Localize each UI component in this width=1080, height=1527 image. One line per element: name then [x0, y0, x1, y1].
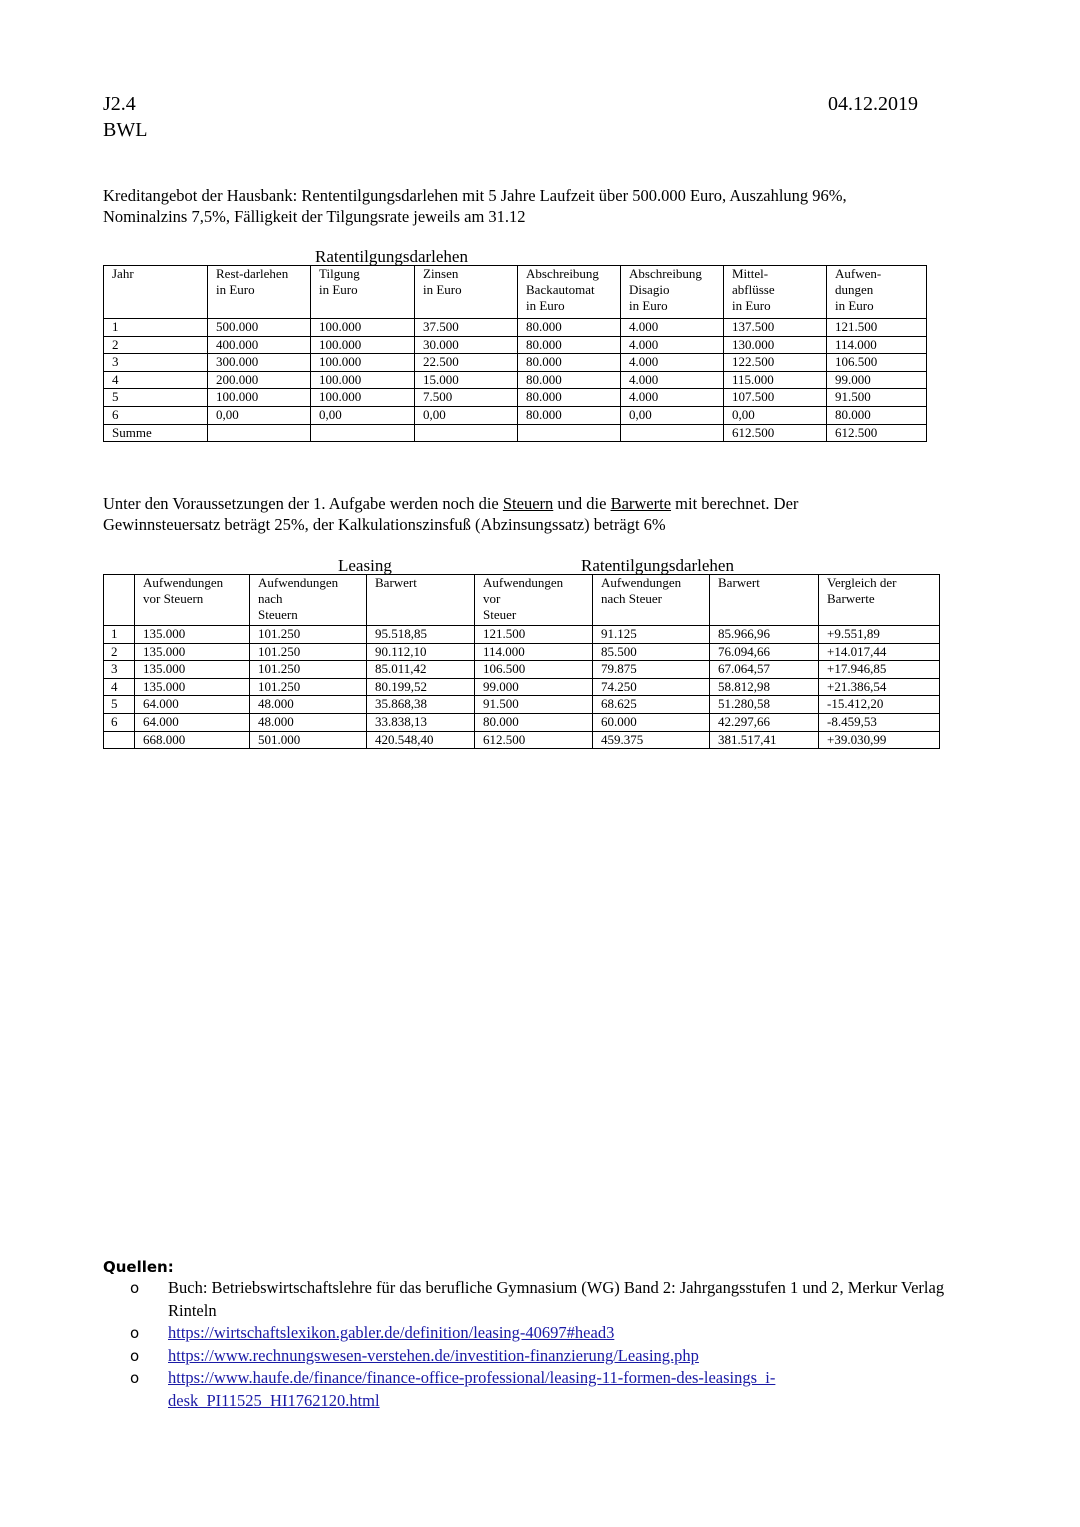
table1-cell: 5	[104, 389, 208, 407]
table2-cell: 35.868,38	[367, 696, 475, 714]
table1-cell: 80.000	[518, 371, 621, 389]
table1-cell: 500.000	[208, 319, 311, 337]
table1-cell: 612.500	[724, 424, 827, 442]
table2-header-line: nach Steuer	[601, 591, 663, 606]
table1-cell: 22.500	[415, 354, 518, 372]
table1-cell: Summe	[104, 424, 208, 442]
table1-header-row	[104, 266, 927, 319]
table1-caption: Ratentilgungsdarlehen	[315, 247, 468, 266]
table1-header-line: dungen	[835, 282, 874, 297]
table1-cell	[208, 424, 311, 442]
table1-header-line: in Euro	[216, 282, 255, 297]
table1-cell: 122.500	[724, 354, 827, 372]
table2-cell: +17.946,85	[819, 661, 940, 679]
table2-cell: 58.812,98	[710, 678, 819, 696]
table1-cell: 2	[104, 336, 208, 354]
table2-cell: 85.011,42	[367, 661, 475, 679]
table2-header-cell	[475, 575, 593, 626]
table2-cell: 5	[104, 696, 135, 714]
table1-header-line: Disagio	[629, 282, 670, 297]
table1-cell: 80.000	[518, 354, 621, 372]
source-link-haufe[interactable]	[168, 1368, 775, 1410]
table1-cell	[311, 424, 415, 442]
table1-header-line: Abschreibung	[526, 266, 599, 281]
table2-cell: 42.297,66	[710, 713, 819, 731]
table1-header-line: Rest-darlehen	[216, 266, 289, 281]
table1-cell: 4	[104, 371, 208, 389]
table2-cell: +14.017,44	[819, 643, 940, 661]
table1-cell: 15.000	[415, 371, 518, 389]
table2-cell: 612.500	[475, 731, 593, 749]
table2-caption-leasing: Leasing	[338, 556, 392, 575]
table2-row	[104, 678, 940, 696]
table1-cell: 91.500	[827, 389, 927, 407]
table2-cell: 51.280,58	[710, 696, 819, 714]
table2-header-line: Aufwendungen	[258, 575, 339, 590]
table1-cell: 80.000	[518, 389, 621, 407]
table2-cell: 101.250	[250, 661, 367, 679]
table1-header-cell	[724, 266, 827, 319]
table2-cell: 135.000	[135, 661, 250, 679]
table1-row	[104, 406, 927, 424]
table2-header-cell	[104, 575, 135, 626]
table1-cell: 200.000	[208, 371, 311, 389]
tax-paragraph	[103, 493, 1003, 535]
table1-header-cell	[311, 266, 415, 319]
intro-line-1: Kreditangebot der Hausbank: Rententilgungsdarlehen mit 5 Jahre Laufzeit über 500.000 Euro, Auszahlung 96%,	[103, 186, 847, 205]
table1-cell: 115.000	[724, 371, 827, 389]
table1-cell: 37.500	[415, 319, 518, 337]
table2-cell: -8.459,53	[819, 713, 940, 731]
tax-line-2: Gewinnsteuersatz beträgt 25%, der Kalkulationszinsfuß (Abzinsungssatz) beträgt 6%	[103, 515, 666, 534]
table1-header-line: in Euro	[423, 282, 462, 297]
table2-cell: 101.250	[250, 678, 367, 696]
bullet-icon: o	[130, 1279, 140, 1297]
intro-paragraph	[103, 185, 1003, 227]
table2-header-line: Barwert	[718, 575, 760, 590]
table1-cell: 114.000	[827, 336, 927, 354]
sources-list	[103, 1277, 983, 1412]
table2-header-line: nach	[258, 591, 283, 606]
table2-header-line: Aufwendungen	[601, 575, 682, 590]
table1-cell	[621, 424, 724, 442]
table2-header-line: Barwerte	[827, 591, 875, 606]
table2-caption-darlehen: Ratentilgungsdarlehen	[581, 556, 734, 575]
table1-cell: 0,00	[415, 406, 518, 424]
source-link-haufe-part-1[interactable]: https://www.haufe.de/finance/finance-office-professional/leasing-11-formen-des-leasings_i-	[168, 1368, 776, 1387]
table1-header-line: Tilgung	[319, 266, 360, 281]
table2-cell: 33.838,13	[367, 713, 475, 731]
table1-cell: 80.000	[518, 319, 621, 337]
table2-header-cell	[367, 575, 475, 626]
table2-cell: 668.000	[135, 731, 250, 749]
table1-cell: 100.000	[311, 354, 415, 372]
table2-header-line: Vergleich der	[827, 575, 897, 590]
table1-cell: 4.000	[621, 336, 724, 354]
table2-cell: 74.250	[593, 678, 710, 696]
table2-cell: 76.094,66	[710, 643, 819, 661]
table2-cell	[104, 731, 135, 749]
table1-cell	[415, 424, 518, 442]
source-item-haufe[interactable]	[103, 1367, 983, 1412]
table2-cell: 48.000	[250, 713, 367, 731]
table2-cell: 101.250	[250, 643, 367, 661]
table2-header-cell	[710, 575, 819, 626]
table2-row	[104, 661, 940, 679]
table1-row	[104, 354, 927, 372]
table1-cell: 400.000	[208, 336, 311, 354]
table2-cell: 2	[104, 643, 135, 661]
source-link-haufe-part-2[interactable]: desk_PI11525_HI1762120.html	[168, 1390, 380, 1410]
table2-header-cell	[819, 575, 940, 626]
table2-cell: 3	[104, 661, 135, 679]
table1-header-cell	[415, 266, 518, 319]
table2-cell: -15.412,20	[819, 696, 940, 714]
tax-line-1	[103, 493, 1003, 514]
table2-cell: 60.000	[593, 713, 710, 731]
table1-cell: 4.000	[621, 354, 724, 372]
table2-cell: 121.500	[475, 626, 593, 644]
table1-header-line: Abschreibung	[629, 266, 702, 281]
table1-cell: 107.500	[724, 389, 827, 407]
table2-cell: 90.112,10	[367, 643, 475, 661]
table1-cell: 4.000	[621, 389, 724, 407]
ratentilgung-table	[103, 265, 927, 442]
steuern-underlined: Steuern	[502, 494, 554, 513]
table1-cell: 137.500	[724, 319, 827, 337]
table1-cell: 4.000	[621, 371, 724, 389]
table1-cell: 300.000	[208, 354, 311, 372]
table1-cell: 30.000	[415, 336, 518, 354]
table1-header-line: Jahr	[112, 266, 134, 281]
table2-cell: 91.500	[475, 696, 593, 714]
table2-cell: 64.000	[135, 696, 250, 714]
sources-title: Quellen:	[103, 1258, 174, 1276]
table1-cell: 100.000	[311, 371, 415, 389]
table2-cell: 135.000	[135, 626, 250, 644]
source-item-gabler[interactable]	[103, 1322, 983, 1345]
table2-cell: 80.199,52	[367, 678, 475, 696]
table1-cell: 1	[104, 319, 208, 337]
leasing-comparison-table	[103, 574, 940, 749]
table1-cell: 106.500	[827, 354, 927, 372]
table2-cell: +21.386,54	[819, 678, 940, 696]
table1-cell: 0,00	[311, 406, 415, 424]
table2-header-line: vor Steuern	[143, 591, 204, 606]
table1-row	[104, 336, 927, 354]
table2-cell: 114.000	[475, 643, 593, 661]
table1-header-cell	[104, 266, 208, 319]
table2-cell: 106.500	[475, 661, 593, 679]
bullet-icon: o	[130, 1369, 140, 1387]
tax-line-1-text-a: Unter den Voraussetzungen der 1. Aufgabe werden noch die	[103, 494, 503, 513]
table1-cell: 100.000	[311, 336, 415, 354]
table1-cell: 6	[104, 406, 208, 424]
table1-cell: 0,00	[208, 406, 311, 424]
table1-cell: 99.000	[827, 371, 927, 389]
table1-header-cell	[518, 266, 621, 319]
table2-cell: 91.125	[593, 626, 710, 644]
table1-cell: 100.000	[311, 389, 415, 407]
tax-line-1-text-c: mit berechnet. Der	[671, 494, 799, 513]
barwerte-underlined: Barwerte	[610, 494, 672, 513]
table1-header-cell	[621, 266, 724, 319]
table1-row	[104, 319, 927, 337]
table2-cell: 85.500	[593, 643, 710, 661]
table2-cell: 95.518,85	[367, 626, 475, 644]
table2-header-cell	[250, 575, 367, 626]
table1-cell: 100.000	[208, 389, 311, 407]
table2-header-row	[104, 575, 940, 626]
table1-cell: 612.500	[827, 424, 927, 442]
table2-row	[104, 713, 940, 731]
table1-header-line: Mittel-	[732, 266, 769, 281]
table1-cell: 4.000	[621, 319, 724, 337]
table2-cell: 79.875	[593, 661, 710, 679]
table2-cell: +9.551,89	[819, 626, 940, 644]
source-link-rechnungswesen[interactable]: https://www.rechnungswesen-verstehen.de/investition-finanzierung/Leasing.php	[168, 1345, 699, 1365]
source-item-book	[103, 1277, 983, 1322]
source-book-text: Buch: Betriebswirtschaftslehre für das berufliche Gymnasium (WG) Band 2: Jahrgangsstufen 1 und 2, Merkur Verlag Rinteln	[168, 1278, 945, 1320]
table1-cell: 80.000	[827, 406, 927, 424]
table1-header-cell	[827, 266, 927, 319]
table1-cell: 0,00	[621, 406, 724, 424]
table1-row	[104, 389, 927, 407]
table2-cell: 101.250	[250, 626, 367, 644]
table2-header-line: Steuer	[483, 607, 517, 622]
table2-cell: 64.000	[135, 713, 250, 731]
table1-row	[104, 371, 927, 389]
table2-cell: 501.000	[250, 731, 367, 749]
table2-header-line: Steuern	[258, 607, 298, 622]
table1-cell: 7.500	[415, 389, 518, 407]
subject-label: BWL	[103, 119, 148, 141]
table1-cell: 3	[104, 354, 208, 372]
table2-row	[104, 643, 940, 661]
document-date: 04.12.2019	[828, 93, 918, 115]
table2-cell: 1	[104, 626, 135, 644]
table2-cell: 68.625	[593, 696, 710, 714]
table1-header-line: in Euro	[835, 298, 874, 313]
table1-header-line: Aufwen-	[835, 266, 882, 281]
table2-cell: 48.000	[250, 696, 367, 714]
table2-cell: 4	[104, 678, 135, 696]
class-label: J2.4	[103, 93, 136, 115]
bullet-icon: o	[130, 1324, 140, 1342]
table2-cell: 6	[104, 713, 135, 731]
table2-cell: 459.375	[593, 731, 710, 749]
table2-cell: +39.030,99	[819, 731, 940, 749]
intro-line-2: Nominalzins 7,5%, Fälligkeit der Tilgungsrate jeweils am 31.12	[103, 207, 526, 226]
table2-cell: 67.064,57	[710, 661, 819, 679]
table2-row	[104, 731, 940, 749]
table1-cell: 121.500	[827, 319, 927, 337]
table1-header-line: in Euro	[732, 298, 771, 313]
table1-header-line: Backautomat	[526, 282, 595, 297]
table2-cell: 135.000	[135, 678, 250, 696]
bullet-icon: o	[130, 1346, 140, 1365]
table1-row	[104, 424, 927, 442]
table1-cell: 80.000	[518, 406, 621, 424]
table2-header-cell	[593, 575, 710, 626]
table1-cell	[518, 424, 621, 442]
source-item-rechnungswesen[interactable]	[103, 1345, 983, 1368]
table2-header-line: Aufwendungen	[483, 575, 564, 590]
table2-cell: 80.000	[475, 713, 593, 731]
table2-cell: 99.000	[475, 678, 593, 696]
table2-cell: 420.548,40	[367, 731, 475, 749]
table2-row	[104, 626, 940, 644]
table2-header-line: Aufwendungen	[143, 575, 224, 590]
source-link-gabler[interactable]: https://wirtschaftslexikon.gabler.de/definition/leasing-40697#head3	[168, 1323, 615, 1342]
table1-header-line: in Euro	[319, 282, 358, 297]
table2-header-line: Barwert	[375, 575, 417, 590]
table1-header-cell	[208, 266, 311, 319]
table1-header-line: in Euro	[629, 298, 668, 313]
table1-cell: 100.000	[311, 319, 415, 337]
table2-cell: 135.000	[135, 643, 250, 661]
table2-cell: 381.517,41	[710, 731, 819, 749]
table2-row	[104, 696, 940, 714]
table1-cell: 80.000	[518, 336, 621, 354]
table1-header-line: in Euro	[526, 298, 565, 313]
table2-cell: 85.966,96	[710, 626, 819, 644]
table1-header-line: Zinsen	[423, 266, 459, 281]
table2-header-line: vor	[483, 591, 501, 606]
table1-cell: 130.000	[724, 336, 827, 354]
table1-cell: 0,00	[724, 406, 827, 424]
tax-line-1-text-b: und die	[553, 494, 611, 513]
table2-header-cell	[135, 575, 250, 626]
table1-header-line: abflüsse	[732, 282, 775, 297]
